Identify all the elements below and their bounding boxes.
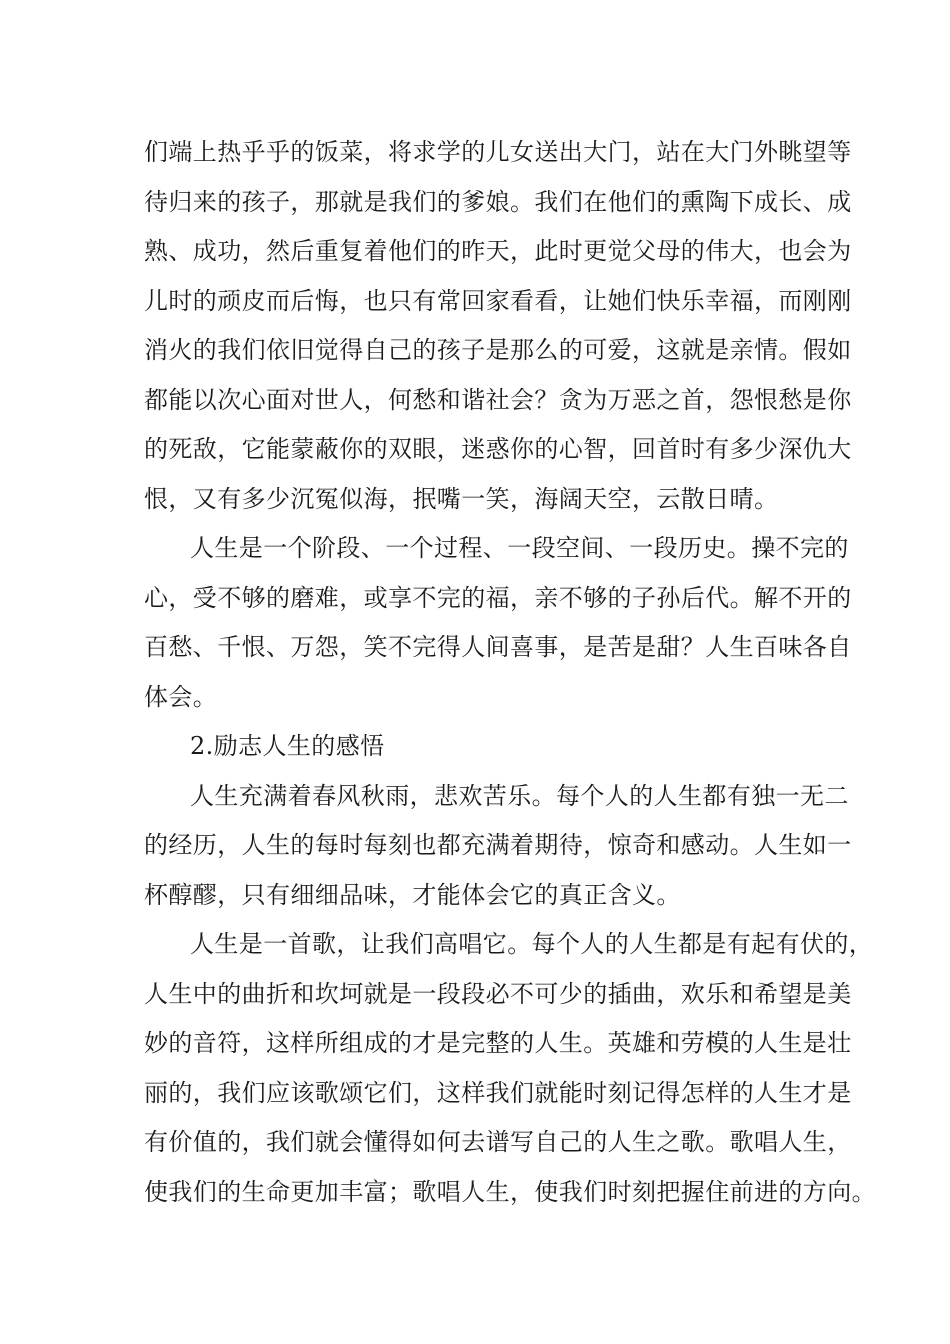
text-line-5: 消火的我们依旧觉得自己的孩子是那么的可爱，这就是亲情。假如	[144, 336, 852, 364]
text-line-4: 儿时的顽皮而后悔，也只有常回家看看，让她们快乐幸福，而刚刚	[144, 286, 852, 315]
text-line-21: 有价值的，我们就会懂得如何去谱写自己的人生之歌。歌唱人生，	[144, 1128, 852, 1156]
text-line-22: 使我们的生命更加丰富；歌唱人生，使我们时刻把握住前进的方向。	[144, 1177, 876, 1206]
text-line-15: 的经历，人生的每时每刻也都充满着期待，惊奇和感动。人生如一	[144, 831, 852, 859]
text-line-6: 都能以次心面对世人，何愁和谐社会？贪为万恶之首，怨恨愁是你	[144, 385, 852, 414]
text-line-10: 心，受不够的磨难，或享不完的福，亲不够的子孙后代。解不开的	[144, 583, 852, 612]
text-line-8: 恨，又有多少沉冤似海，抿嘴一笑，海阔天空，云散日晴。	[144, 484, 779, 513]
text-line-16: 杯醇醪，只有细细品味，才能体会它的真正含义。	[144, 880, 681, 909]
text-line-2: 待归来的孩子，那就是我们的爹娘。我们在他们的熏陶下成长、成	[144, 187, 852, 216]
text-line-11: 百愁、千恨、万怨，笑不完得人间喜事，是苦是甜？人生百味各自	[144, 633, 852, 661]
text-line-3: 熟、成功，然后重复着他们的昨天，此时更觉父母的伟大，也会为	[144, 237, 852, 265]
text-line-7: 的死敌，它能蒙蔽你的双眼，迷惑你的心智，回首时有多少深仇大	[144, 435, 852, 463]
text-line-1: 们端上热乎乎的饭菜，将求学的儿女送出大门，站在大门外眺望等	[144, 138, 852, 166]
text-line-18: 人生中的曲折和坎坷就是一段段必不可少的插曲，欢乐和希望是美	[144, 979, 852, 1008]
text-line-17: 人生是一首歌，让我们高唱它。每个人的人生都是有起有伏的，	[190, 930, 874, 958]
text-line-14: 人生充满着春风秋雨，悲欢苦乐。每个人的人生都有独一无二	[190, 781, 849, 810]
text-line-19: 妙的音符，这样所组成的才是完整的人生。英雄和劳模的人生是壮	[144, 1029, 852, 1057]
text-line-9: 人生是一个阶段、一个过程、一段空间、一段历史。操不完的	[190, 534, 849, 562]
body-text	[144, 128, 876, 1217]
text-line-20: 丽的，我们应该歌颂它们，这样我们就能时刻记得怎样的人生才是	[144, 1078, 852, 1107]
section-heading: 2.励志人生的感悟	[190, 732, 385, 760]
text-line-12: 体会。	[144, 682, 218, 711]
